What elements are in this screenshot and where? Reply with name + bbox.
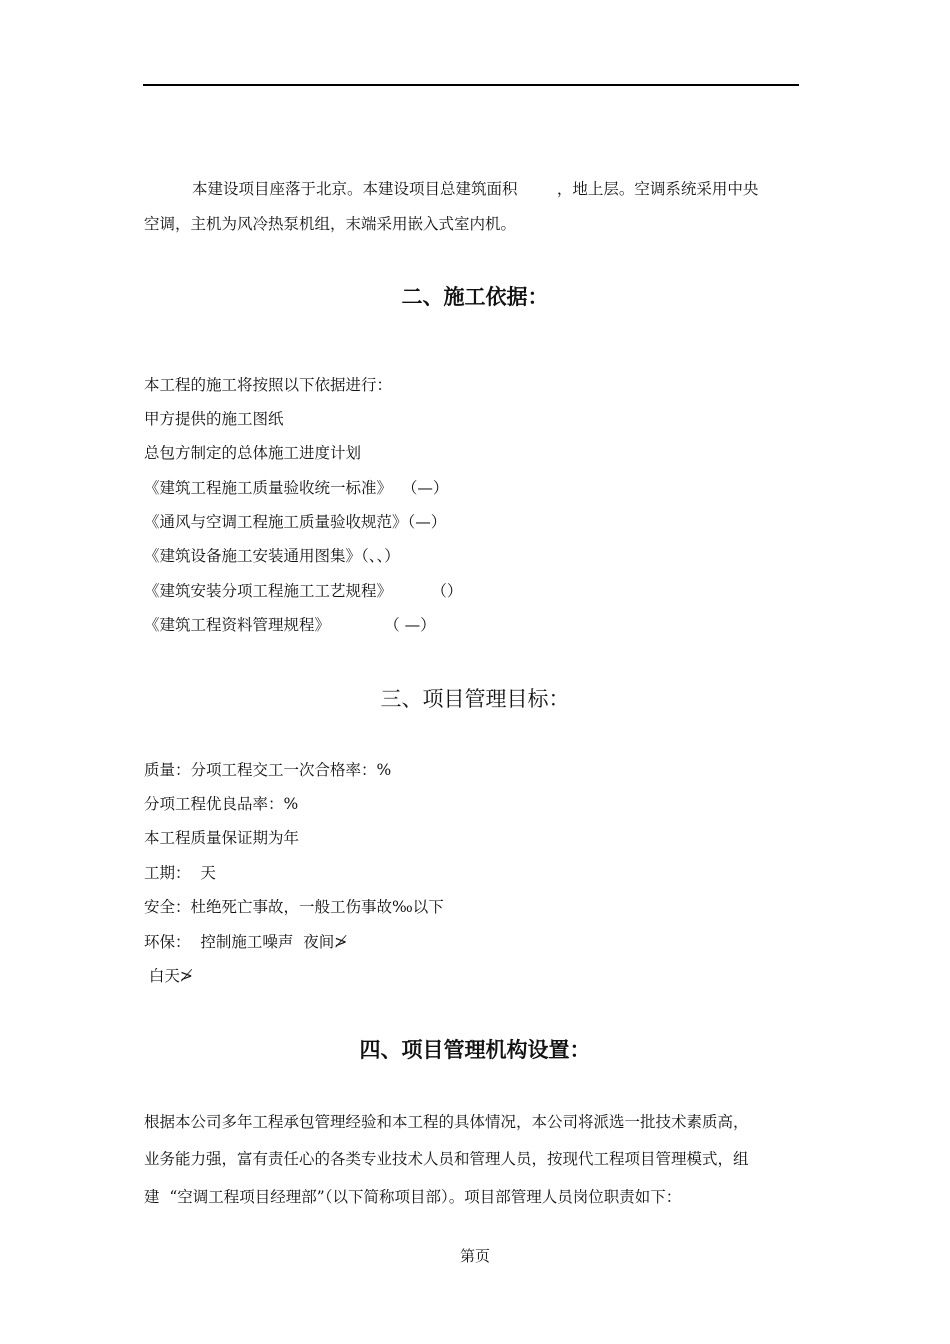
intro-line-2: 空调，主机为风冷热泵机组，末端采用嵌入式室内机。 (144, 215, 517, 233)
section-4-paragraph-line: 建 “空调工程项目经理部”（以下简称项目部）。项目部管理人员岗位职责如下： (144, 1188, 682, 1206)
section-4-paragraph-line: 业务能力强，富有责任心的各类专业技术人员和管理人员，按现代工程项目管理模式，组 (144, 1150, 749, 1168)
section-2-item: 《建筑工程资料管理规程》 （ —） (144, 616, 436, 634)
section-2-item: 《建筑工程施工质量验收统一标准》 （—） (144, 479, 449, 497)
section-2-item: 总包方制定的总体施工进度计划 (144, 444, 362, 462)
section-3-item: 本工程质量保证期为年 (144, 829, 300, 847)
header-rule (143, 84, 799, 86)
section-3-item: 安全：杜绝死亡事故，一般工伤事故‰以下 (144, 898, 444, 916)
section-3-item: 白天≯ (144, 967, 193, 985)
section-3-item: 工期： 天 (144, 864, 216, 882)
page-number: 第页 (459, 1247, 490, 1265)
section-2-item: 《通风与空调工程施工质量验收规范》（—） (144, 513, 447, 531)
section-3-title: 三、项目管理目标： (380, 687, 570, 711)
section-2-title: 二、施工依据： (401, 285, 549, 309)
section-3-item: 环保： 控制施工噪声 夜间≯ (144, 933, 348, 951)
section-2-item: 本工程的施工将按照以下依据进行： (144, 376, 393, 394)
section-3-item: 分项工程优良品率：% (144, 795, 299, 813)
section-2-item: 甲方提供的施工图纸 (144, 410, 284, 428)
section-4-title: 四、项目管理机构设置： (359, 1038, 591, 1062)
section-4-paragraph-line: 根据本公司多年工程承包管理经验和本工程的具体情况，本公司将派选一批技术素质高， (144, 1113, 749, 1131)
intro-line-1: 本建设项目座落于北京。本建设项目总建筑面积 ，地上层。空调系统采用中央 (192, 180, 759, 198)
section-2-item: 《建筑安装分项工程施工工艺规程》 （） (144, 582, 463, 600)
section-2-item: 《建筑设备施工安装通用图集》（、、） (144, 547, 400, 565)
section-3-item: 质量：分项工程交工一次合格率：% (144, 761, 392, 779)
